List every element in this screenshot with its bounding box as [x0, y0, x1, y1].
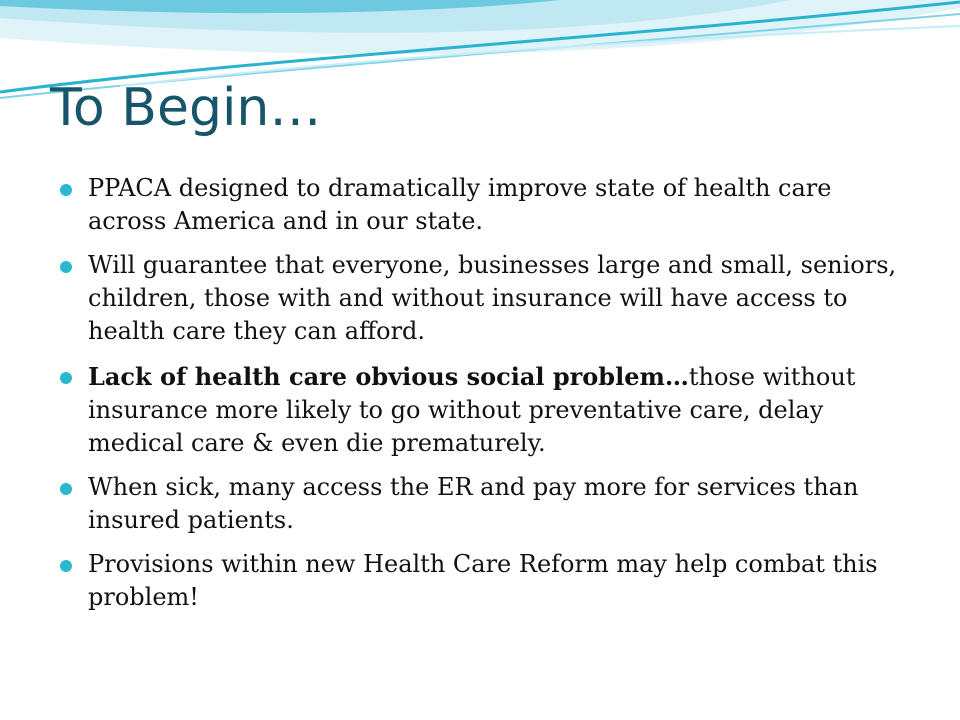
- bullet-item: [56, 249, 906, 348]
- bullet-dot-icon: [60, 560, 72, 572]
- bullet-item: [56, 172, 906, 238]
- bullet-item: [56, 548, 906, 614]
- bullet-item: [56, 471, 906, 537]
- bullet-text: Will guarantee that everyone, businesses large and small, seniors, children, those with and without insurance will have access to health care they can afford.: [88, 251, 897, 346]
- bullet-bold-text: Lack of health care obvious social problem…: [88, 361, 689, 391]
- bullet-text: PPACA designed to dramatically improve state of health care across America and in our state.: [88, 174, 832, 236]
- bullet-list: [56, 172, 906, 625]
- bullet-text: When sick, many access the ER and pay more for services than insured patients.: [88, 472, 859, 534]
- bullet-item: [56, 360, 906, 460]
- bullet-dot-icon: [60, 184, 72, 196]
- bullet-dot-icon: [60, 372, 72, 384]
- slide-title: To Begin…: [50, 78, 322, 138]
- bullet-text: those without insurance more likely to go without preventative care, delay medical care & even die prematurely.: [88, 362, 856, 457]
- bullet-dot-icon: [60, 261, 72, 273]
- bullet-text: Provisions within new Health Care Reform may help combat this problem!: [88, 550, 878, 612]
- bullet-dot-icon: [60, 483, 72, 495]
